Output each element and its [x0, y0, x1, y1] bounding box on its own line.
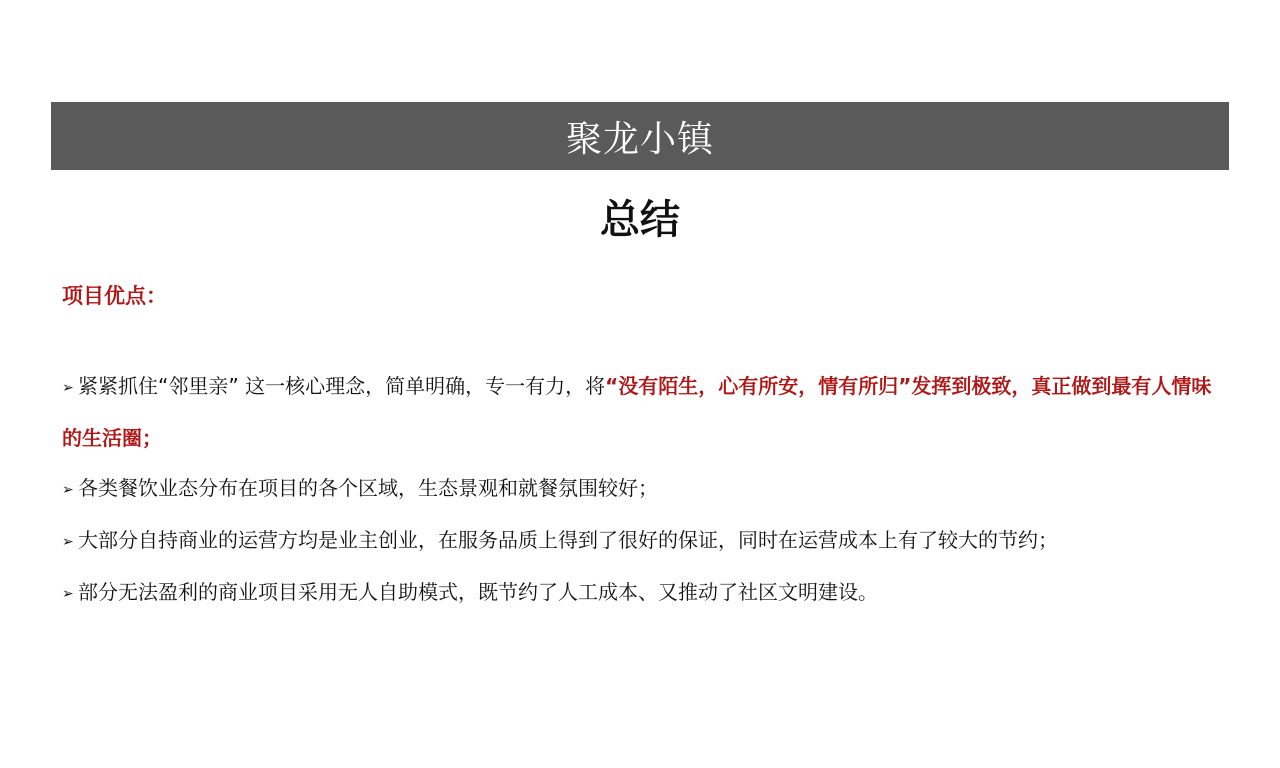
- point-highlight: “没有陌生，心有所安，情有所归”发挥到极致，真正做到最有人情味的生活圈；: [62, 374, 1212, 450]
- point-text: 部分无法盈利的商业项目采用无人自助模式，既节约了人工成本、又推动了社区文明建设。: [78, 580, 878, 604]
- arrow-bullet-icon: ➢: [62, 586, 74, 602]
- point-text: 各类餐饮业态分布在项目的各个区域，生态景观和就餐氛围较好；: [78, 476, 658, 500]
- point-item-4: [62, 567, 1212, 619]
- point-text: 大部分自持商业的运营方均是业主创业，在服务品质上得到了很好的保证，同时在运营成本上有了较大的节约；: [78, 528, 1058, 552]
- banner-title: 聚龙小镇: [565, 118, 714, 160]
- title-banner: [51, 102, 1229, 170]
- point-text: 紧紧抓住“邻里亲” 这一核心理念，简单明确，专一有力，将: [78, 374, 606, 398]
- points-list: [62, 361, 1212, 619]
- arrow-bullet-icon: ➢: [62, 380, 74, 396]
- point-item-3: [62, 515, 1212, 567]
- arrow-bullet-icon: ➢: [62, 482, 74, 498]
- section-label: 项目优点：: [62, 284, 167, 308]
- point-item-2: [62, 463, 1212, 515]
- arrow-bullet-icon: ➢: [62, 534, 74, 550]
- page-heading: 总结: [600, 197, 680, 243]
- point-item-1: [62, 361, 1212, 463]
